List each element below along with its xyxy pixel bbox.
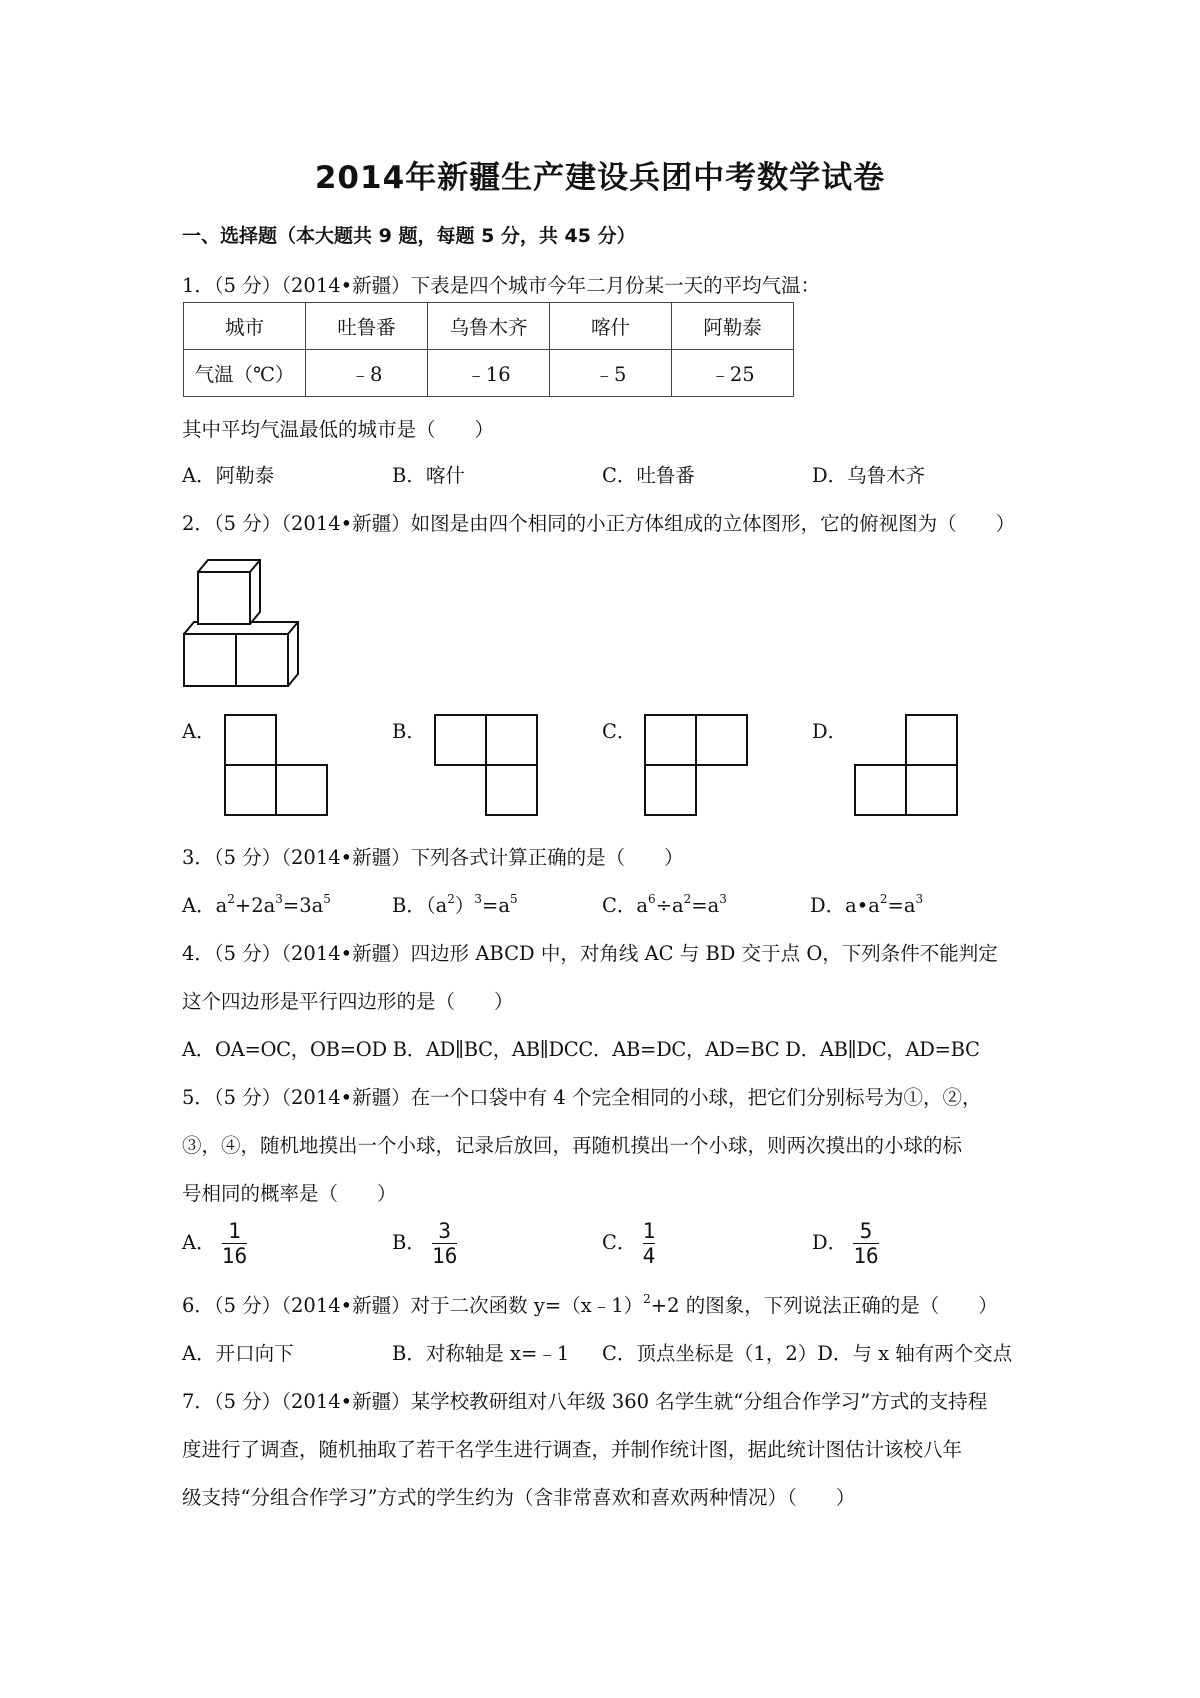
q6-option-a: A．开口向下 — [182, 1342, 294, 1365]
q5-a-label: A． — [182, 1231, 216, 1255]
q3-c-text: =a — [691, 894, 720, 917]
q3-a-text: +2a — [234, 894, 276, 917]
table-cell: ﹣8 — [306, 350, 428, 397]
q3-b-exp: 3 — [474, 892, 483, 906]
q3-c-exp: 3 — [719, 892, 727, 906]
q5-c-label: C． — [602, 1231, 637, 1255]
q6-option-c: C．顶点坐标是（1，2）D．与 x 轴有两个交点 — [602, 1342, 1013, 1365]
option-d-top-view — [850, 712, 960, 818]
numerator: 1 — [228, 1219, 241, 1243]
q7-stem-line2: 度进行了调查，随机抽取了若干名学生进行调查，并制作统计图，据此统计图估计该校八年 — [182, 1438, 963, 1461]
q3-b-text: B．（a — [392, 894, 448, 917]
q3-a-exp: 5 — [323, 892, 331, 906]
table-cell: 乌鲁木齐 — [428, 303, 550, 350]
q3-c-text: ÷a — [655, 894, 684, 917]
q4-stem-line2: 这个四边形是平行四边形的是（ ） — [182, 990, 514, 1013]
q5-b-label: B． — [392, 1231, 426, 1255]
page-title: 2014年新疆生产建设兵团中考数学试卷 — [314, 160, 886, 196]
q3-a-text: A．a — [182, 894, 228, 917]
q3-c-text: C．a — [602, 894, 649, 917]
q2-label-d: D． — [812, 720, 848, 743]
table-cell: 喀什 — [550, 303, 672, 350]
option-c-top-view — [640, 712, 750, 818]
denominator: 16 — [221, 1244, 248, 1269]
q1-option-d: D．乌鲁木齐 — [812, 464, 926, 487]
q6-stem — [182, 1290, 998, 1318]
q5-d-label: D． — [812, 1231, 848, 1255]
option-a-top-view — [220, 712, 330, 818]
fraction — [853, 1220, 878, 1267]
fraction — [432, 1220, 457, 1267]
q3-c-exp: 6 — [648, 892, 656, 906]
q5-stem-line1: 5．（5 分）（2014•新疆）在一个口袋中有 4 个完全相同的小球，把它们分别标号为①，②， — [182, 1086, 982, 1109]
table-header-row — [184, 303, 794, 350]
q5-stem-line2: ③，④，随机地摸出一个小球，记录后放回，再随机摸出一个小球，则两次摸出的小球的标 — [182, 1134, 963, 1157]
q2-stem: 2．（5 分）（2014•新疆）如图是由四个相同的小正方体组成的立体图形，它的俯视图为（ ） — [182, 512, 1016, 535]
fraction — [222, 1220, 247, 1267]
q7-stem-line3: 级支持“分组合作学习”方式的学生约为（含非常喜欢和喜欢两种情况）（ ） — [182, 1486, 856, 1509]
q2-label-a: A． — [182, 720, 216, 743]
denominator: 16 — [853, 1244, 879, 1269]
q1-question: 其中平均气温最低的城市是（ ） — [182, 418, 495, 441]
q3-option-b — [392, 890, 518, 918]
section-heading: 一、选择题（本大题共 9 题，每题 5 分，共 45 分） — [182, 225, 636, 247]
numerator: 3 — [438, 1219, 452, 1243]
table-row — [184, 350, 794, 397]
table-cell: ﹣25 — [672, 350, 794, 397]
denominator: 4 — [642, 1244, 656, 1269]
q3-a-text: =3a — [282, 894, 324, 917]
table-cell: 吐鲁番 — [306, 303, 428, 350]
q3-option-c — [602, 890, 727, 918]
table-cell: ﹣16 — [428, 350, 550, 397]
q1-option-a: A．阿勒泰 — [182, 464, 275, 487]
q3-a-exp: 3 — [275, 892, 283, 906]
q2-label-b: B． — [392, 720, 426, 743]
table-cell: 气温（℃） — [184, 350, 306, 397]
q5-option-b — [392, 1220, 457, 1267]
table-cell: ﹣5 — [550, 350, 672, 397]
q6-stem-text: +2 的图象，下列说法正确的是（ ） — [650, 1294, 998, 1317]
q3-b-text: =a — [482, 894, 510, 917]
table-cell: 阿勒泰 — [672, 303, 794, 350]
q3-d-exp: 3 — [915, 892, 924, 906]
q1-option-c: C．吐鲁番 — [602, 464, 695, 487]
q3-option-a — [182, 890, 331, 918]
q3-b-exp: 5 — [509, 892, 518, 906]
denominator: 16 — [432, 1244, 458, 1269]
q7-stem-line1: 7．（5 分）（2014•新疆）某学校教研组对八年级 360 名学生就“分组合作学习”方式的支持程 — [182, 1390, 988, 1413]
numerator: 1 — [642, 1219, 656, 1243]
fraction — [643, 1220, 656, 1267]
q4-stem-line1: 4．（5 分）（2014•新疆）四边形 ABCD 中，对角线 AC 与 BD 交于点 O，下列条件不能判定 — [182, 942, 998, 965]
numerator: 5 — [859, 1219, 873, 1243]
q6-stem-text: 6．（5 分）（2014•新疆）对于二次函数 y=（x﹣1） — [182, 1294, 644, 1317]
q3-a-exp: 2 — [227, 892, 235, 906]
q3-d-text: D．a•a — [810, 894, 880, 917]
q6-exp: 2 — [643, 1292, 651, 1306]
q3-option-d — [810, 890, 923, 918]
q3-c-exp: 2 — [683, 892, 692, 906]
q3-stem: 3．（5 分）（2014•新疆）下列各式计算正确的是（ ） — [182, 846, 684, 869]
q5-option-d — [812, 1220, 879, 1267]
q1-stem: 1．（5 分）（2014•新疆）下表是四个城市今年二月份某一天的平均气温： — [182, 274, 821, 297]
cube-figure — [178, 556, 328, 692]
table-cell: 城市 — [184, 303, 306, 350]
q6-option-b: B．对称轴是 x=﹣1 — [392, 1342, 570, 1365]
q3-d-text: =a — [887, 894, 916, 917]
q5-stem-line3: 号相同的概率是（ ） — [182, 1182, 397, 1205]
q3-b-exp: 2 — [447, 892, 455, 906]
q4-options: A．OA=OC，OB=OD B．AD∥BC，AB∥DCC．AB=DC，AD=BC D．AB∥DC，AD=BC — [182, 1038, 980, 1061]
q3-d-exp: 2 — [879, 892, 888, 906]
q1-option-b: B．喀什 — [392, 464, 465, 487]
q5-option-a — [182, 1220, 247, 1267]
q5-option-c — [602, 1220, 655, 1267]
q3-b-text: ） — [454, 894, 475, 917]
q2-label-c: C． — [602, 720, 637, 743]
option-b-top-view — [430, 712, 540, 818]
temperature-table — [183, 302, 794, 397]
